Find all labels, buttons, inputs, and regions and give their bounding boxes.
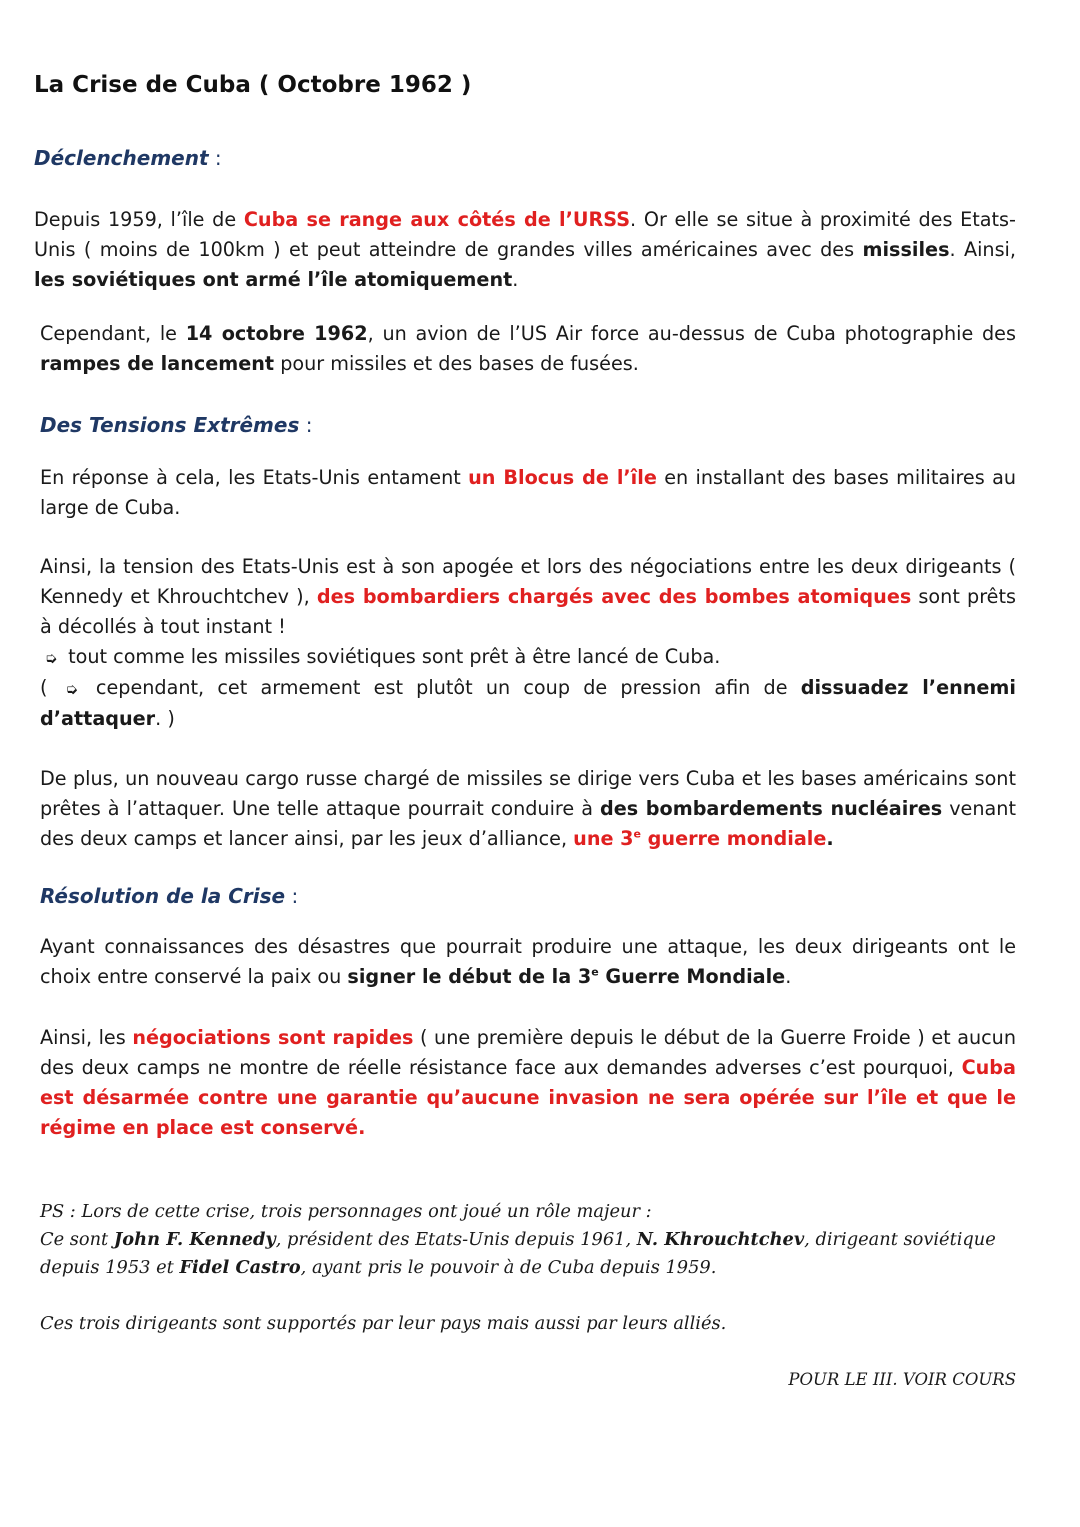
highlight-red: négociations sont rapides bbox=[132, 1026, 414, 1049]
text: . ) bbox=[155, 707, 175, 730]
highlight-bold: dissuadez l’ennemi d’attaquer bbox=[40, 676, 1017, 730]
highlight-bold: Guerre Mondiale bbox=[598, 965, 786, 988]
section-heading-declenchement bbox=[34, 146, 1010, 170]
arrow-line bbox=[40, 673, 1016, 734]
text: Ainsi, la tension des Etats-Unis est à son apogée et lors des négociations entre les deux dirigeants ( Kennedy et Khrouchtchev ), bbox=[40, 555, 1016, 608]
text: . bbox=[358, 1116, 366, 1139]
highlight-red: une 3 bbox=[573, 827, 634, 850]
text: , un avion de l’US Air force au-dessus de Cuba photographie des bbox=[367, 322, 1016, 345]
text: . bbox=[785, 965, 792, 988]
section-heading-resolution bbox=[40, 884, 1016, 908]
text: . bbox=[512, 268, 519, 291]
heading-colon: : bbox=[285, 884, 299, 908]
text: . Or elle se situe à proximité des Etats-Unis ( moins de 100km ) et peut atteindre de grandes villes américaines avec des bbox=[34, 208, 1016, 261]
paragraph-choice bbox=[40, 932, 1016, 992]
text: Ce sont bbox=[40, 1229, 114, 1250]
text: tout comme les missiles soviétiques sont prêt à être lancé de Cuba. bbox=[62, 645, 721, 668]
paragraph-outcome bbox=[40, 1023, 1016, 1143]
ps-conclusion: Ces trois dirigeants sont supportés par leur pays mais aussi par leurs alliés. bbox=[40, 1313, 727, 1334]
text: De plus, un nouveau cargo russe chargé de missiles se dirige vers Cuba et les bases américains sont prêtes à l’attaquer. Une telle attaque pourrait conduire à bbox=[40, 767, 1016, 820]
heading-text: Déclenchement bbox=[34, 146, 209, 170]
heading-text: Des Tensions Extrêmes bbox=[40, 413, 300, 437]
text: sont prêts à décollés à tout instant ! bbox=[40, 585, 1016, 638]
text: En réponse à cela, les Etats-Unis entament bbox=[40, 466, 469, 489]
arrow-icon: ➭ bbox=[65, 680, 78, 698]
text: ( une première depuis le début de la Guerre Froide ) et aucun des deux camps ne montre de réelle résistance face aux demandes adverses c’est pourquoi, bbox=[40, 1026, 1017, 1079]
ps-line bbox=[40, 1226, 1016, 1282]
arrow-line bbox=[40, 642, 1016, 673]
page-title: La Crise de Cuba ( Octobre 1962 ) bbox=[34, 72, 472, 98]
superscript: e bbox=[633, 827, 641, 841]
arrow-icon: ➭ bbox=[44, 649, 58, 667]
person-name: N. Khrouchtchev bbox=[636, 1229, 805, 1250]
paragraph-context bbox=[34, 205, 1016, 295]
person-name: John F. Kennedy bbox=[113, 1229, 276, 1250]
highlight-bold: 14 octobre 1962 bbox=[185, 322, 368, 345]
text: , président des Etats-Unis depuis 1961, bbox=[275, 1229, 637, 1250]
text: , dirigeant soviétique depuis 1953 et bbox=[40, 1229, 996, 1278]
highlight-red: des bombardiers chargés avec des bombes atomiques bbox=[316, 585, 912, 608]
postscript bbox=[40, 1198, 1016, 1282]
text: , ayant pris le pouvoir à de Cuba depuis 1959. bbox=[300, 1257, 717, 1278]
paragraph-escalation bbox=[40, 764, 1016, 854]
text: pour missiles et des bases de fusées. bbox=[274, 352, 639, 375]
paragraph-tension bbox=[40, 552, 1016, 734]
text: Ayant connaissances des désastres que pourrait produire une attaque, les deux dirigeants ont le choix entre conservé la paix ou bbox=[40, 935, 1016, 988]
text: ( bbox=[40, 676, 61, 699]
footer-note: POUR LE III. VOIR COURS bbox=[788, 1370, 1016, 1389]
text: cependant, cet armement est plutôt un coup de pression afin de bbox=[82, 676, 801, 699]
person-name: Fidel Castro bbox=[179, 1257, 301, 1278]
text: en installant des bases militaires au large de Cuba. bbox=[40, 466, 1016, 519]
text: Cependant, le bbox=[40, 322, 186, 345]
heading-text: Résolution de la Crise bbox=[40, 884, 286, 908]
highlight-bold: des bombardements nucléaires bbox=[600, 797, 943, 820]
paragraph-line-group bbox=[40, 552, 1016, 642]
highlight-red: un Blocus de l’île bbox=[468, 466, 657, 489]
highlight-red: Cuba est désarmée contre une garantie qu’aucune invasion ne sera opérée sur l’île et que le régime en place est conservé bbox=[40, 1056, 1016, 1139]
paragraph-discovery bbox=[40, 319, 1016, 379]
text: . bbox=[826, 827, 834, 850]
heading-colon: : bbox=[208, 146, 222, 170]
text: Depuis 1959, l’île de bbox=[34, 208, 244, 231]
highlight-bold: les soviétiques ont armé l’île atomiquement bbox=[34, 268, 513, 291]
section-heading-tensions bbox=[40, 413, 1016, 437]
text: venant des deux camps et lancer ainsi, par les jeux d’alliance, bbox=[40, 797, 1016, 850]
text: . Ainsi, bbox=[949, 238, 1016, 261]
heading-colon: : bbox=[299, 413, 313, 437]
highlight-bold: rampes de lancement bbox=[40, 352, 275, 375]
highlight-bold: signer le début de la 3 bbox=[347, 965, 592, 988]
highlight-red: Cuba se range aux côtés de l’URSS bbox=[243, 208, 631, 231]
highlight-red: guerre mondiale bbox=[641, 827, 827, 850]
superscript: e bbox=[591, 965, 599, 979]
text: Ainsi, les bbox=[40, 1026, 133, 1049]
ps-line: PS : Lors de cette crise, trois personnages ont joué un rôle majeur : bbox=[40, 1201, 652, 1222]
paragraph-blockade bbox=[40, 463, 1016, 523]
highlight-bold: missiles bbox=[862, 238, 950, 261]
